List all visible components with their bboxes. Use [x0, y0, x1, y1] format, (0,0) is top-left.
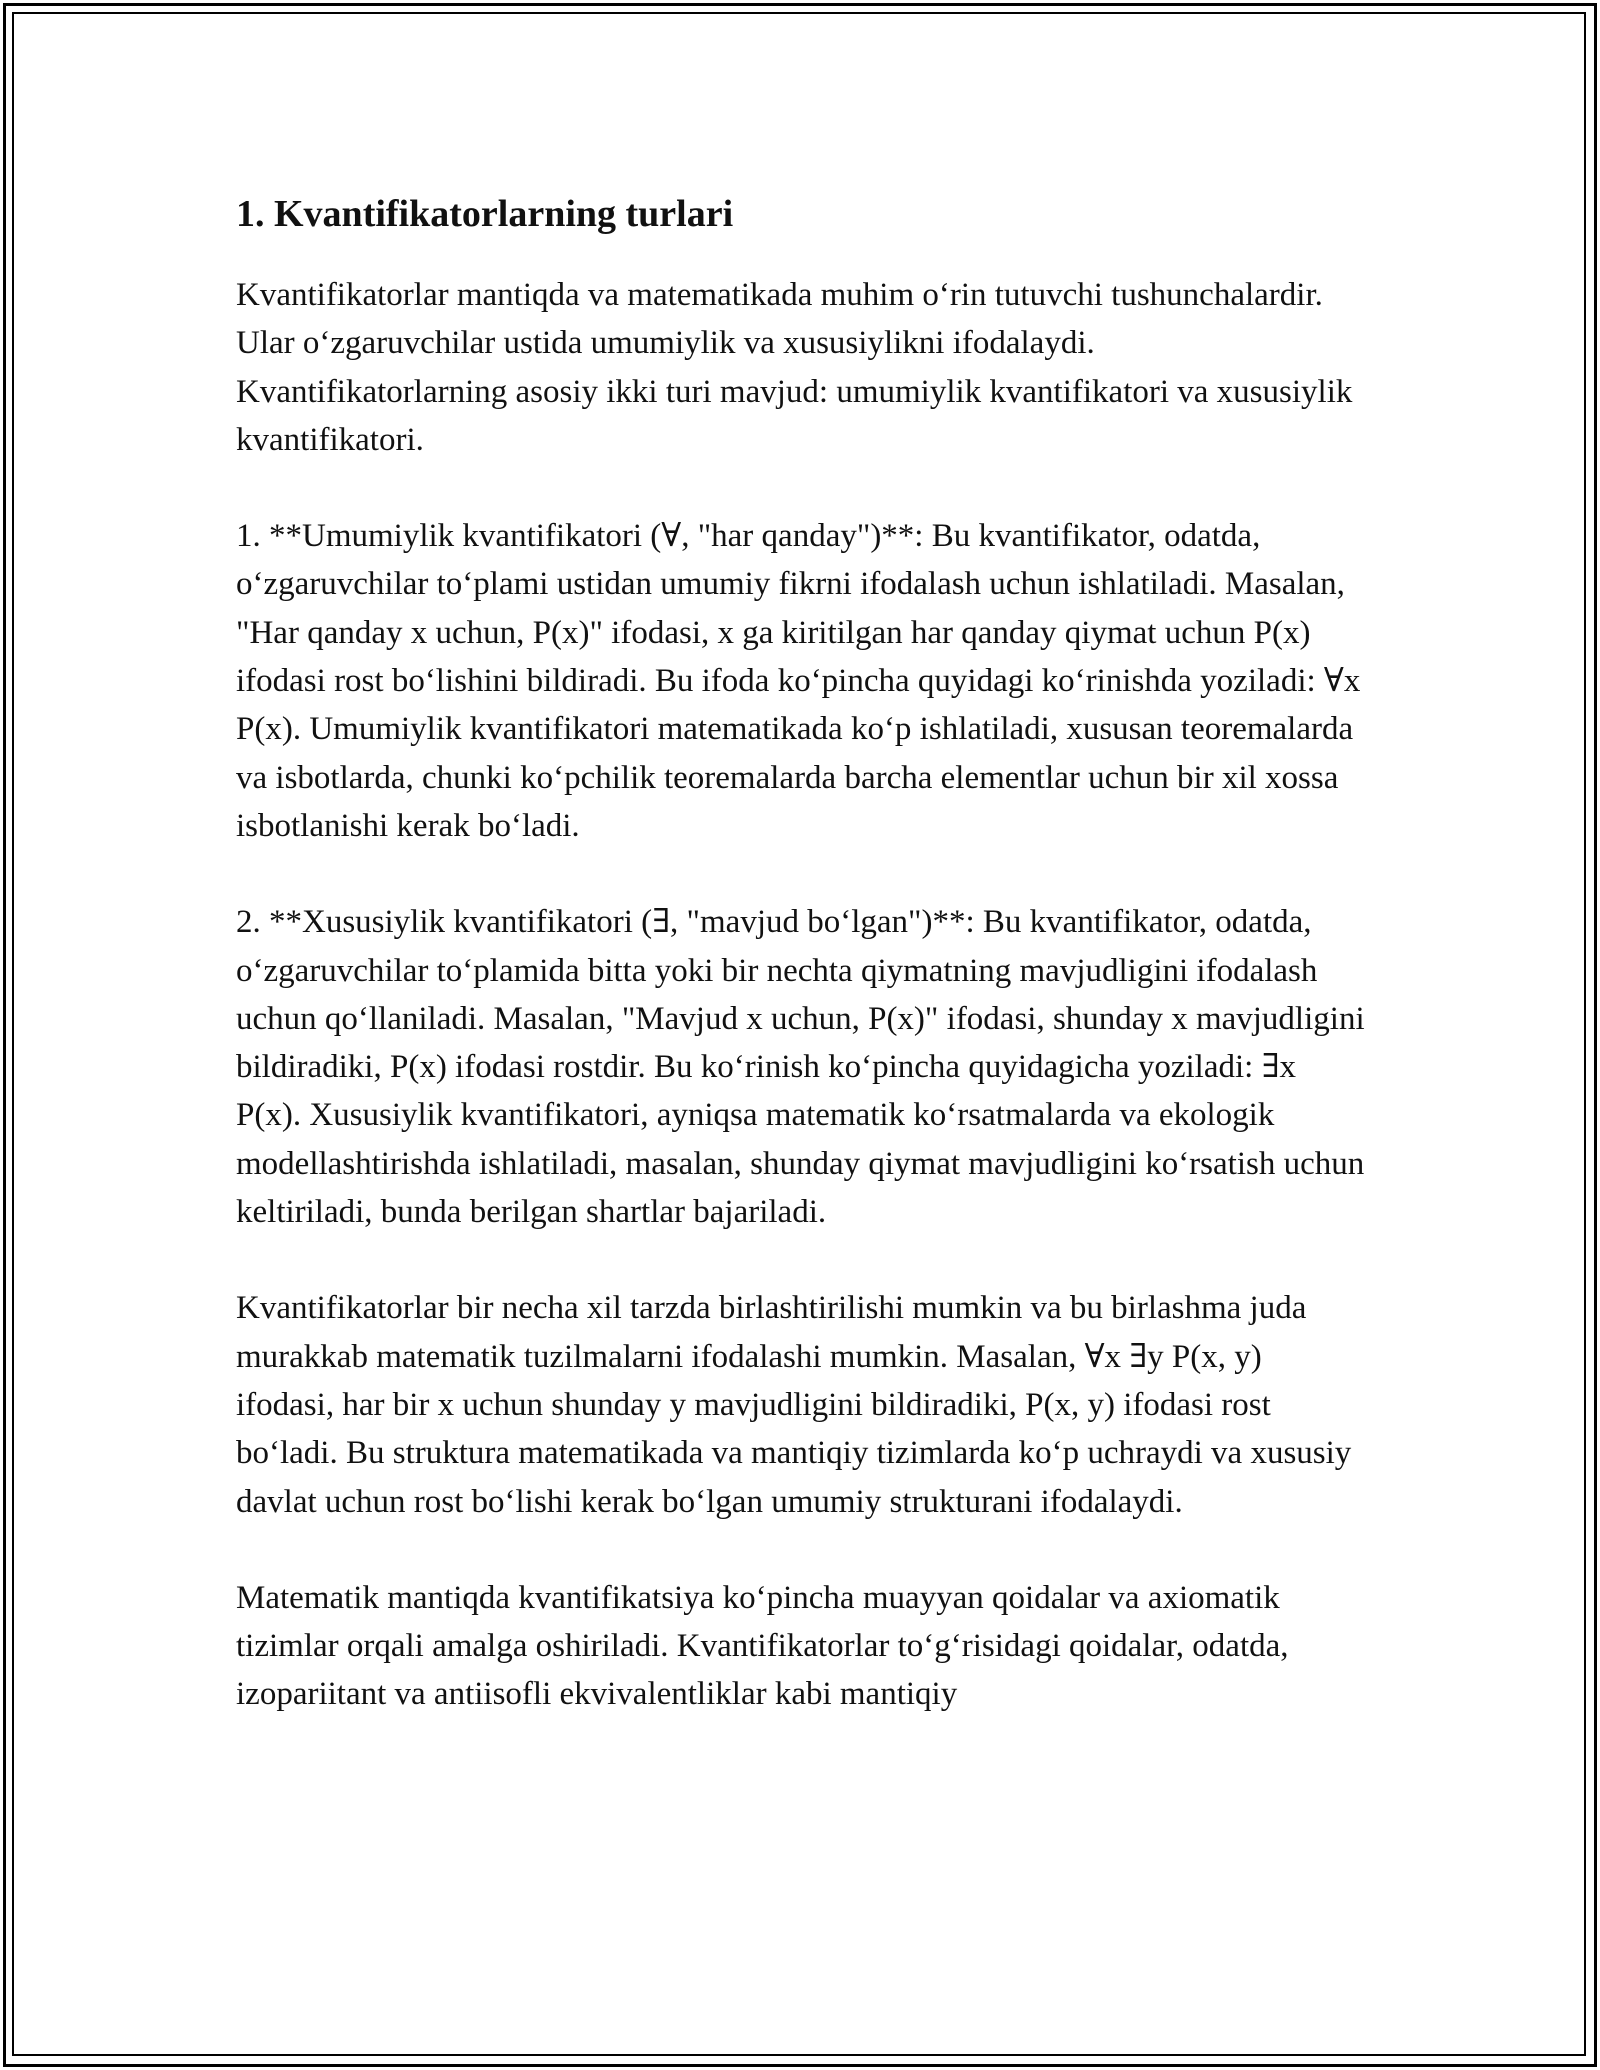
section-heading: 1. Kvantifikatorlarning turlari: [236, 193, 734, 235]
document-body: [236, 185, 1373, 1719]
paragraph-universal-quantifier: 1. **Umumiylik kvantifikatori (∀, "har qanday")**: Bu kvantifikator, odatda, o‘zgaruvchilar to‘plami ustidan umumiy fikrni ifodalash uchun ishlatiladi. Masalan, "Har qanday x uchun, P(x)" ifodasi, x ga kiritilgan har qanday qiymat uchun P(x) ifodasi rost bo‘lishini bildiradi. Bu ifoda ko‘pincha quyidagi ko‘rinishda yoziladi: ∀x P(x). Umumiylik kvantifikatori matematikada ko‘p ishlatiladi, xususan teoremalarda va isbotlarda, chunki ko‘pchilik teoremalarda barcha elementlar uchun bir xil xossa isbotlanishi kerak bo‘ladi.: [236, 518, 1369, 844]
paragraph-existential-quantifier: 2. **Xususiylik kvantifikatori (∃, "mavjud bo‘lgan")**: Bu kvantifikator, odatda, o‘zgaruvchilar to‘plamida bitta yoki bir nechta qiymatning mavjudligini ifodalash uchun qo‘llaniladi. Masalan, "Mavjud x uchun, P(x)" ifodasi, shunday x mavjudligini bildiradiki, P(x) ifodasi rostdir. Bu ko‘rinish ko‘pincha quyidagicha yoziladi: ∃x P(x). Xususiylik kvantifikatori, ayniqsa matematik ko‘rsatmalarda va ekologik modellashtirishda ishlatiladi, masalan, shunday qiymat mavjudligini ko‘rsatish uchun keltiriladi, bunda berilgan shartlar bajariladi.: [236, 904, 1373, 1231]
paragraph-combined-quantifiers: Kvantifikatorlar bir necha xil tarzda birlashtirilishi mumkin va bu birlashma juda murakkab matematik tuzilmalarni ifodalashi mumkin. Masalan, ∀x ∃y P(x, y) ifodasi, har bir x uchun shunday y mavjudligini bildiradiki, P(x, y) ifodasi rost bo‘ladi. Bu struktura matematikada va mantiqiy tizimlarda ko‘p uchraydi va xususiy davlat uchun rost bo‘lishi kerak bo‘lgan umumiy strukturani ifodalaydi.: [236, 1290, 1360, 1520]
paragraph-quantification-rules: Matematik mantiqda kvantifikatsiya ko‘pincha muayyan qoidalar va axiomatik tizimlar orqali amalga oshiriladi. Kvantifikatorlar to‘g‘risidagi qoidalar, odatda, izopariitant va antiisofli ekvivalentliklar kabi mantiqiy: [236, 1579, 1297, 1713]
paragraph-intro: Kvantifikatorlar mantiqda va matematikada muhim o‘rin tutuvchi tushunchalardir. Ular o‘zgaruvchilar ustida umumiylik va xususiylikni ifodalaydi. Kvantifikatorlarning asosiy ikki turi mavjud: umumiylik kvantifikatori va xususiylik kvantifikatori.: [236, 277, 1361, 458]
